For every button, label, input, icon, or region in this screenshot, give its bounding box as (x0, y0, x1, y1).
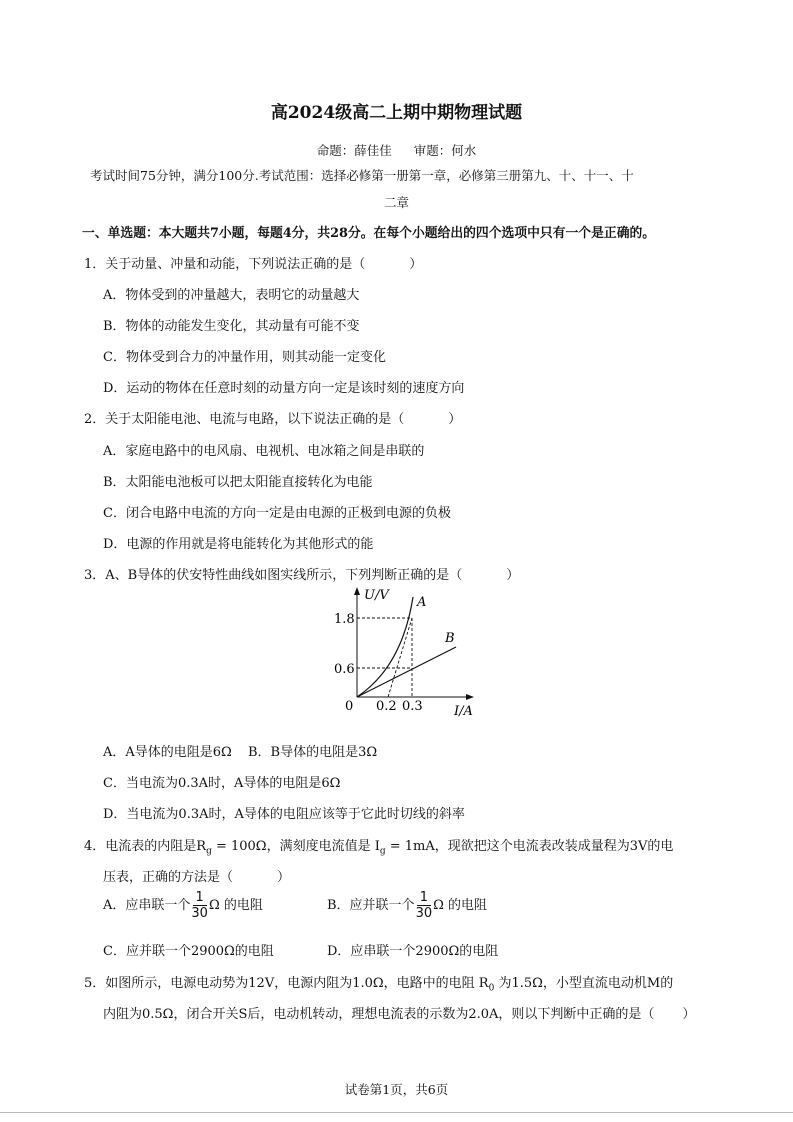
option-b-suffix: Ω 的电阻 (433, 898, 488, 913)
exam-info-line-2: 二章 (383, 195, 409, 210)
curve-a-label: A (417, 595, 427, 610)
i-axis-arrow (466, 694, 474, 700)
question-3-text: 3．A、B导体的伏安特性曲线如图实线所示，下列判断正确的是（ (84, 568, 463, 583)
question-3-option-a: A．A导体的电阻是6Ω (103, 745, 232, 760)
question-5-stem-line-1 (84, 972, 673, 994)
question-3-option-d: D．当电流为0.3A时，A导体的电阻应该等于它此时切线的斜率 (103, 807, 465, 822)
question-4-stem-line-2 (103, 866, 290, 885)
section-heading: 一、单选题：本大题共7小题，每题4分，共28分。在每个小题给出的四个选项中只有一个是正确的。 (82, 226, 656, 241)
origin-label: 0 (345, 699, 354, 714)
question-3-option-b: B．B导体的电阻是3Ω (248, 745, 378, 760)
line-b (357, 647, 456, 697)
question-1-stem (84, 253, 422, 272)
u-axis-arrow (354, 587, 360, 595)
fraction-numerator: 1 (193, 890, 207, 906)
question-5-text-a: 5．如图所示，电源电动势为12V，电源内阻为1.0Ω，电路中的电阻 R (84, 976, 489, 991)
question-2-option-d: D．电源的作用就是将电能转化为其他形式的能 (103, 537, 374, 552)
reviewer-label: 审题：何水 (413, 143, 477, 158)
question-5-text-c: 内阻为0.5Ω，闭合开关S后，电动机转动，理想电流表的示数为2.0A，则以下判断中正确的是（ (103, 1007, 655, 1022)
question-3-stem (84, 564, 519, 583)
question-4-paren-close: ） (277, 870, 291, 885)
r0-subscript: 0 (488, 983, 495, 994)
question-3-paren-close: ） (506, 568, 520, 583)
page-bottom-rule (0, 1112, 793, 1113)
page-title: 高2024级高二上期中期物理试题 (270, 103, 523, 123)
option-b-prefix: B．应并联一个 (327, 898, 415, 913)
question-1-paren-close: ） (409, 257, 423, 272)
question-4-text-b: = 100Ω，满刻度电流值是 I (211, 839, 380, 854)
y-axis-label: U/V (364, 588, 389, 603)
y-tick-1-8: 1.8 (334, 612, 355, 627)
fraction-denominator: 30 (191, 906, 208, 921)
curve-a (357, 597, 413, 697)
question-4-option-a (103, 890, 263, 921)
question-4-option-d: D．应串联一个2900Ω的电阻 (327, 944, 499, 959)
question-3-option-c: C．当电流为0.3A时，A导体的电阻是6Ω (103, 776, 341, 791)
fraction-numerator: 1 (417, 890, 431, 906)
author-line (0, 141, 793, 159)
fraction-denominator: 30 (415, 906, 433, 921)
rg-subscript: g (206, 846, 212, 857)
question-4-stem-line-1 (84, 835, 673, 857)
question-1-option-b: B．物体的动能发生变化，其动量有可能不变 (103, 319, 360, 334)
question-4-text-a: 4．电流表的内阻是R (84, 839, 207, 854)
question-4-option-b (327, 890, 487, 921)
option-a-prefix: A．应串联一个 (103, 898, 191, 913)
question-2-paren-close: ） (448, 412, 462, 427)
line-b-label: B (445, 631, 455, 646)
question-1-option-a: A．物体受到的冲量越大，表明它的动量越大 (103, 288, 360, 303)
question-1-option-c: C．物体受到合力的冲量作用，则其动能一定变化 (103, 350, 386, 365)
fraction-one-thirtieth-a (191, 890, 208, 921)
question-4-option-c: C．应并联一个2900Ω的电阻 (103, 944, 274, 959)
option-a-suffix: Ω 的电阻 (208, 898, 263, 913)
exam-info-line-1: 考试时间75分钟，满分100分.考试范围：选择必修第一册第一章，必修第三册第九、十、十一、十 (90, 168, 634, 183)
tangent-line (388, 618, 412, 697)
question-4-text-c: = 1mA，现欲把这个电流表改装成量程为3V的电 (385, 839, 674, 854)
question-5-paren-close: ） (682, 1007, 696, 1022)
author-label: 命题：薛佳佳 (316, 143, 392, 158)
question-2-option-c: C．闭合电路中电流的方向一定是由电源的正极到电源的负极 (103, 506, 451, 521)
question-1-option-d: D．运动的物体在任意时刻的动量方向一定是该时刻的速度方向 (103, 381, 465, 396)
question-5-stem-line-2 (103, 1003, 695, 1022)
x-tick-0-2: 0.2 (376, 699, 397, 714)
iv-characteristic-graph (330, 585, 490, 720)
question-2-stem (84, 408, 461, 427)
question-2-option-b: B．太阳能电池板可以把太阳能直接转化为电能 (103, 475, 373, 490)
question-1-text: 1．关于动量、冲量和动能，下列说法正确的是（ (84, 257, 366, 272)
ig-subscript: g (379, 846, 386, 857)
y-tick-0-6: 0.6 (334, 662, 355, 677)
x-axis-label: I/A (454, 704, 473, 719)
question-4-text-d: 压表，正确的方法是（ (103, 870, 234, 885)
fraction-one-thirtieth-b (416, 890, 433, 921)
page-footer: 试卷第1页，共6页 (344, 1082, 449, 1097)
x-tick-0-3: 0.3 (402, 699, 423, 714)
question-2-text: 2．关于太阳能电池、电流与电路，以下说法正确的是（ (84, 412, 405, 427)
question-2-option-a: A．家庭电路中的电风扇、电视机、电冰箱之间是串联的 (103, 444, 425, 459)
question-5-text-b: 为1.5Ω，小型直流电动机M的 (494, 976, 674, 991)
